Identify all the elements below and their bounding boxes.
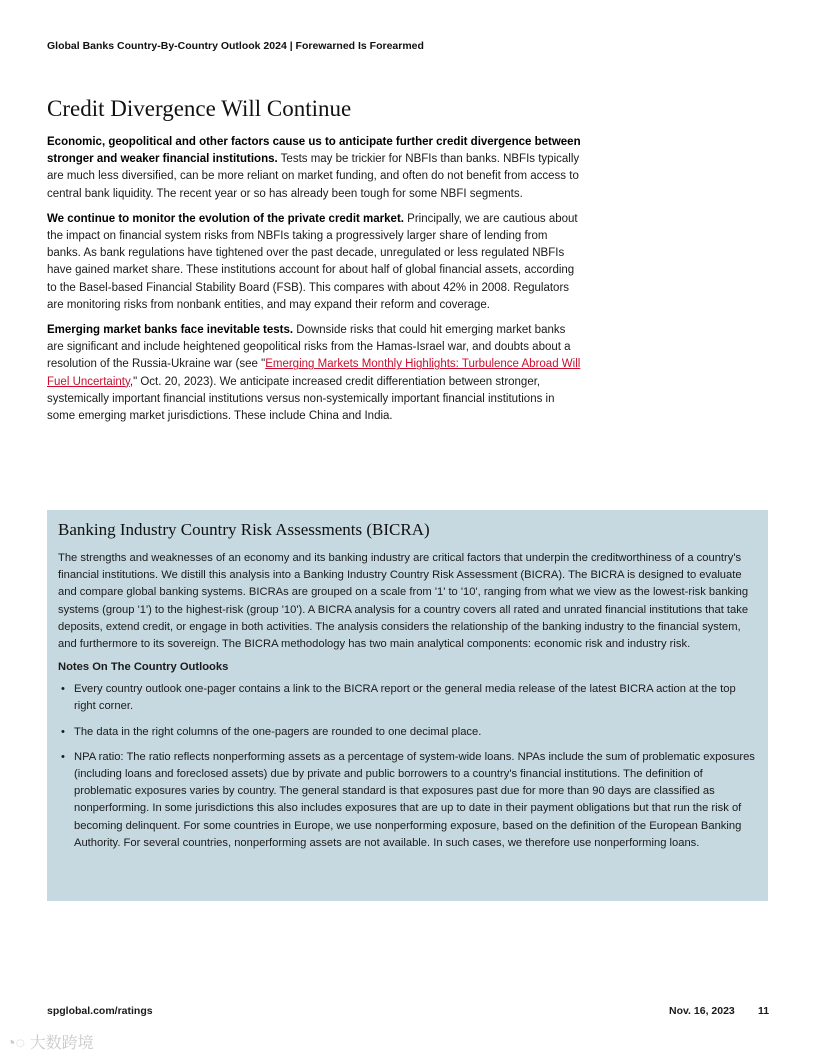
list-item [58, 749, 756, 852]
paragraph-lead: We continue to monitor the evolution of the private credit market. [47, 212, 404, 225]
notes-heading: Notes On The Country Outlooks [58, 661, 229, 674]
bullet-icon: • [61, 725, 65, 738]
list-item-text: NPA ratio: The ratio reflects nonperforming assets as a percentage of system-wide loans. NPAs include the sum of problematic exposures (including loans and foreclosed assets) due by private and public borrowers to a country's financial institutions. The definition of problematic exposures varies by country. The general standard is that exposures past due for more than 90 days are classified as nonperforming. In some jurisdictions this also includes exposures that are up to date in their payment obligations but that run the risk of becoming delinquent. For some countries in Europe, we use nonperforming exposure, based on the definition of the European Banking Authority. For several countries, nonperforming assets are not available. In such cases, we therefore use nonperforming loans. [74, 750, 755, 849]
footer-date: Nov. 16, 2023 [669, 1005, 735, 1017]
footer-site-link[interactable]: spglobal.com/ratings [47, 1005, 153, 1017]
running-header: Global Banks Country-By-Country Outlook 2024 | Forewarned Is Forearmed [47, 40, 424, 52]
body-text [47, 134, 583, 433]
paragraph-3 [47, 322, 583, 425]
paragraph-text: ," Oct. 20, 2023). We anticipate increased credit differentiation between stronger, systemically important financial institutions versus non-systemically important financial institutions in some emerging market jurisdictions. These include China and India. [47, 375, 555, 423]
paragraph-lead: Economic, geopolitical and other factors cause us to anticipate further credit divergence between stronger and weaker financial institutions. [47, 136, 581, 166]
paragraph-text: Principally, we are cautious about the impact on financial system risks from NBFIs taking a progressively larger share of lending from banks. As bank regulations have tightened over the past decade, unregulated or less regulated NBFIs have gained market share. These institutions account for about half of global financial assets, according to the Basel-based Financial Stability Board (FSB). This compares with about 42% in 2008. Regulators are monitoring risks from nonbank entities, and may expand their reform and coverage. [47, 212, 578, 311]
list-item [58, 681, 756, 715]
bicra-title: Banking Industry Country Risk Assessments (BICRA) [58, 520, 430, 539]
watermark-text: 大数跨境 [29, 1035, 94, 1052]
paragraph-text: Tests may be trickier for NBFIs than banks. NBFIs typically are much less diversified, can be more reliant on market funding, and often do not benefit from access to central bank liquidity. The recent year or so has already been tough for some NBFI segments. [47, 153, 580, 200]
list-item-text: The data in the right columns of the one-pagers are rounded to one decimal place. [74, 725, 482, 738]
paragraph-2 [47, 211, 583, 314]
paragraph-text: Downside risks that could hit emerging market banks are significant and include heightened geopolitical risks from the Hamas-Israel war, and doubts about a resolution of the Russia-Ukraine war (see " [47, 324, 571, 371]
emerging-markets-report-link[interactable]: Emerging Markets Monthly Highlights: Turbulence Abroad Will Fuel Uncertainty [47, 358, 581, 388]
page-number: 11 [758, 1005, 770, 1017]
section-title: Credit Divergence Will Continue [47, 96, 352, 121]
bullet-icon: • [61, 683, 65, 696]
bicra-intro: The strengths and weaknesses of an economy and its banking industry are critical factors that underpin the creditworthiness of a country's financial institutions. We distill this analysis into a Banking Industry Country Risk Assessment (BICRA). The BICRA is designed to evaluate and compare global banking systems. BICRAs are grouped on a scale from '1' to '10', ranging from what we view as the lowest-risk banking systems (group '1') to the highest-risk (group '10'). A BICRA analysis for a country covers all rated and unrated financial institutions that take deposits, extend credit, or engage in both activities. The analysis considers the relationship of the banking industry to the financial system, and furthermore to its sovereign. The BICRA methodology has two main analytical components: economic risk and industry risk. [58, 552, 749, 651]
list-item [58, 724, 756, 741]
paragraph-1 [47, 134, 583, 203]
watermark-logo-icon: ◔◌ [6, 1035, 30, 1052]
bicra-info-box [47, 510, 768, 901]
watermark [6, 1030, 94, 1053]
notes-list [58, 681, 756, 852]
bullet-icon: • [61, 750, 65, 763]
list-item-text: Every country outlook one-pager contains a link to the BICRA report or the general media release of the latest BICRA action at the top right corner. [74, 683, 736, 713]
paragraph-lead: Emerging market banks face inevitable tests. [47, 324, 294, 337]
